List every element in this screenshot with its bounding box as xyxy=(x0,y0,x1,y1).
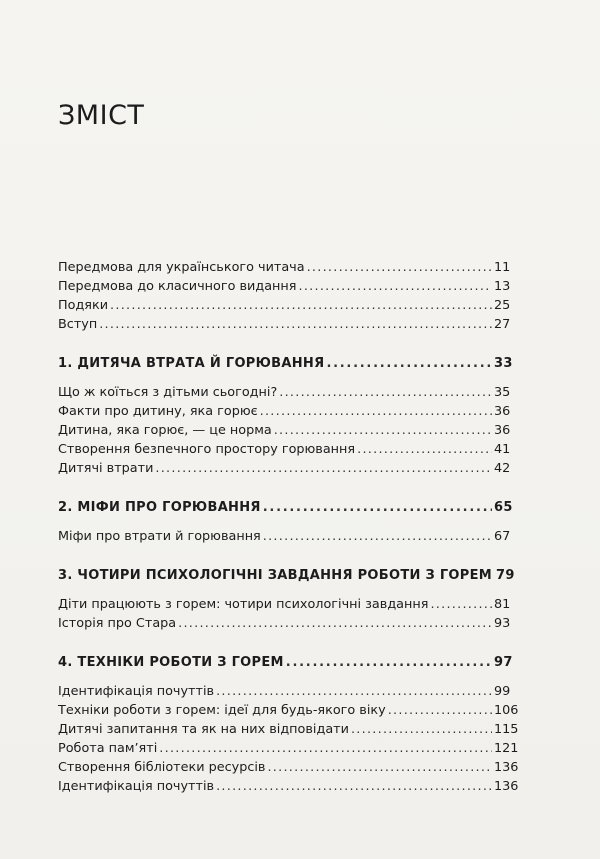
toc-entry-page: 36 xyxy=(494,404,511,419)
toc-entry-page: 67 xyxy=(494,529,511,544)
toc-entry-page: 41 xyxy=(494,442,511,457)
toc-entry xyxy=(58,701,519,720)
toc-entry-page: 27 xyxy=(494,317,511,332)
toc-entry xyxy=(58,595,510,614)
toc-entry-label: Створення бібліотеки ресурсів xyxy=(58,760,266,775)
toc-entry-label: Передмова до класичного видання xyxy=(58,279,297,294)
toc-entry xyxy=(58,402,510,421)
chapter-heading xyxy=(58,498,513,517)
toc-entry-page: 25 xyxy=(494,298,511,313)
chapter-heading xyxy=(58,566,515,585)
toc-entry xyxy=(58,527,510,546)
toc-entry-label: Ідентифікація почуттів xyxy=(58,684,215,699)
dot-leader xyxy=(298,277,492,296)
chapter-page: 97 xyxy=(494,655,513,670)
chapter-title: 4. ТЕХНІКИ РОБОТИ З ГОРЕМ xyxy=(58,655,284,670)
toc-entry-label: Історія про Стара xyxy=(58,616,177,631)
toc-entry-label: Вступ xyxy=(58,317,98,332)
toc-entry-page: 81 xyxy=(494,597,511,612)
toc-entry xyxy=(58,682,510,701)
dot-leader xyxy=(351,720,492,739)
toc-entry-page: 93 xyxy=(494,616,511,631)
toc-entry-page: 35 xyxy=(494,385,511,400)
dot-leader xyxy=(307,258,492,277)
dot-leader xyxy=(286,653,492,672)
chapter-title: 1. ДИТЯЧА ВТРАТА Й ГОРЮВАННЯ xyxy=(58,356,325,371)
dot-leader xyxy=(263,527,492,546)
toc-entry xyxy=(58,277,510,296)
toc-entry xyxy=(58,720,519,739)
toc-entry xyxy=(58,383,510,402)
toc-entry-label: Передмова для українського читача xyxy=(58,260,305,275)
chapter-page: 65 xyxy=(494,500,513,515)
toc-entry xyxy=(58,459,510,478)
dot-leader xyxy=(155,459,492,478)
chapter-2-section xyxy=(58,498,513,546)
toc-entry xyxy=(58,739,519,758)
chapter-title: 3. ЧОТИРИ ПСИХОЛОГІЧНІ ЗАВДАННЯ РОБОТИ З ГОРЕМ xyxy=(58,568,493,583)
table-of-contents xyxy=(58,258,519,816)
page-title: ЗМІСТ xyxy=(58,100,145,131)
dot-leader xyxy=(357,440,492,459)
toc-entry xyxy=(58,614,510,633)
toc-entry-label: Діти працюють з горем: чотири психологічні завдання xyxy=(58,597,429,612)
toc-entry xyxy=(58,315,510,334)
dot-leader xyxy=(110,296,492,315)
chapter-heading xyxy=(58,354,513,373)
toc-entry-page: 136 xyxy=(494,760,519,775)
toc-entry-label: Створення безпечного простору горювання xyxy=(58,442,356,457)
toc-entry-label: Дитячі втрати xyxy=(58,461,154,476)
chapter-4-section xyxy=(58,653,519,796)
dot-leader xyxy=(216,777,492,796)
toc-entry-label: Факти про дитину, яка горює xyxy=(58,404,258,419)
toc-entry-label: Подяки xyxy=(58,298,109,313)
toc-entry-label: Ідентифікація почуттів xyxy=(58,779,215,794)
chapter-heading xyxy=(58,653,513,672)
toc-entry-label: Що ж коїться з дітьми сьогодні? xyxy=(58,385,278,400)
toc-entry xyxy=(58,296,510,315)
dot-leader xyxy=(216,682,492,701)
chapter-page: 79 xyxy=(496,568,515,583)
toc-entry-label: Дитячі запитання та як на них відповідати xyxy=(58,722,349,737)
toc-entry xyxy=(58,440,510,459)
toc-entry-page: 106 xyxy=(494,703,519,718)
dot-leader xyxy=(99,315,492,334)
dot-leader xyxy=(178,614,492,633)
toc-entry-label: Техніки роботи з горем: ідеї для будь-якого віку xyxy=(58,703,386,718)
toc-entry-page: 99 xyxy=(494,684,511,699)
dot-leader xyxy=(263,498,492,517)
toc-entry xyxy=(58,777,519,796)
toc-entry xyxy=(58,421,510,440)
toc-entry-label: Міфи про втрати й горювання xyxy=(58,529,261,544)
dot-leader xyxy=(388,701,492,720)
toc-entry-page: 11 xyxy=(494,260,511,275)
dot-leader xyxy=(260,402,492,421)
toc-entry-page: 42 xyxy=(494,461,511,476)
toc-entry-page: 136 xyxy=(494,779,519,794)
dot-leader xyxy=(326,354,492,373)
toc-entry-page: 121 xyxy=(494,741,519,756)
dot-leader xyxy=(430,595,492,614)
chapter-3-section xyxy=(58,566,515,633)
chapter-page: 33 xyxy=(494,356,513,371)
front-matter-section xyxy=(58,258,510,334)
toc-entry-page: 115 xyxy=(494,722,519,737)
dot-leader xyxy=(274,421,492,440)
chapter-1-section xyxy=(58,354,513,478)
dot-leader xyxy=(267,758,492,777)
dot-leader xyxy=(279,383,492,402)
chapter-title: 2. МІФИ ПРО ГОРЮВАННЯ xyxy=(58,500,261,515)
toc-entry-label: Робота пам’яті xyxy=(58,741,158,756)
toc-entry xyxy=(58,258,510,277)
toc-entry-label: Дитина, яка горює, — це норма xyxy=(58,423,272,438)
toc-entry-page: 13 xyxy=(494,279,511,294)
toc-entry xyxy=(58,758,519,777)
dot-leader xyxy=(159,739,492,758)
toc-entry-page: 36 xyxy=(494,423,511,438)
